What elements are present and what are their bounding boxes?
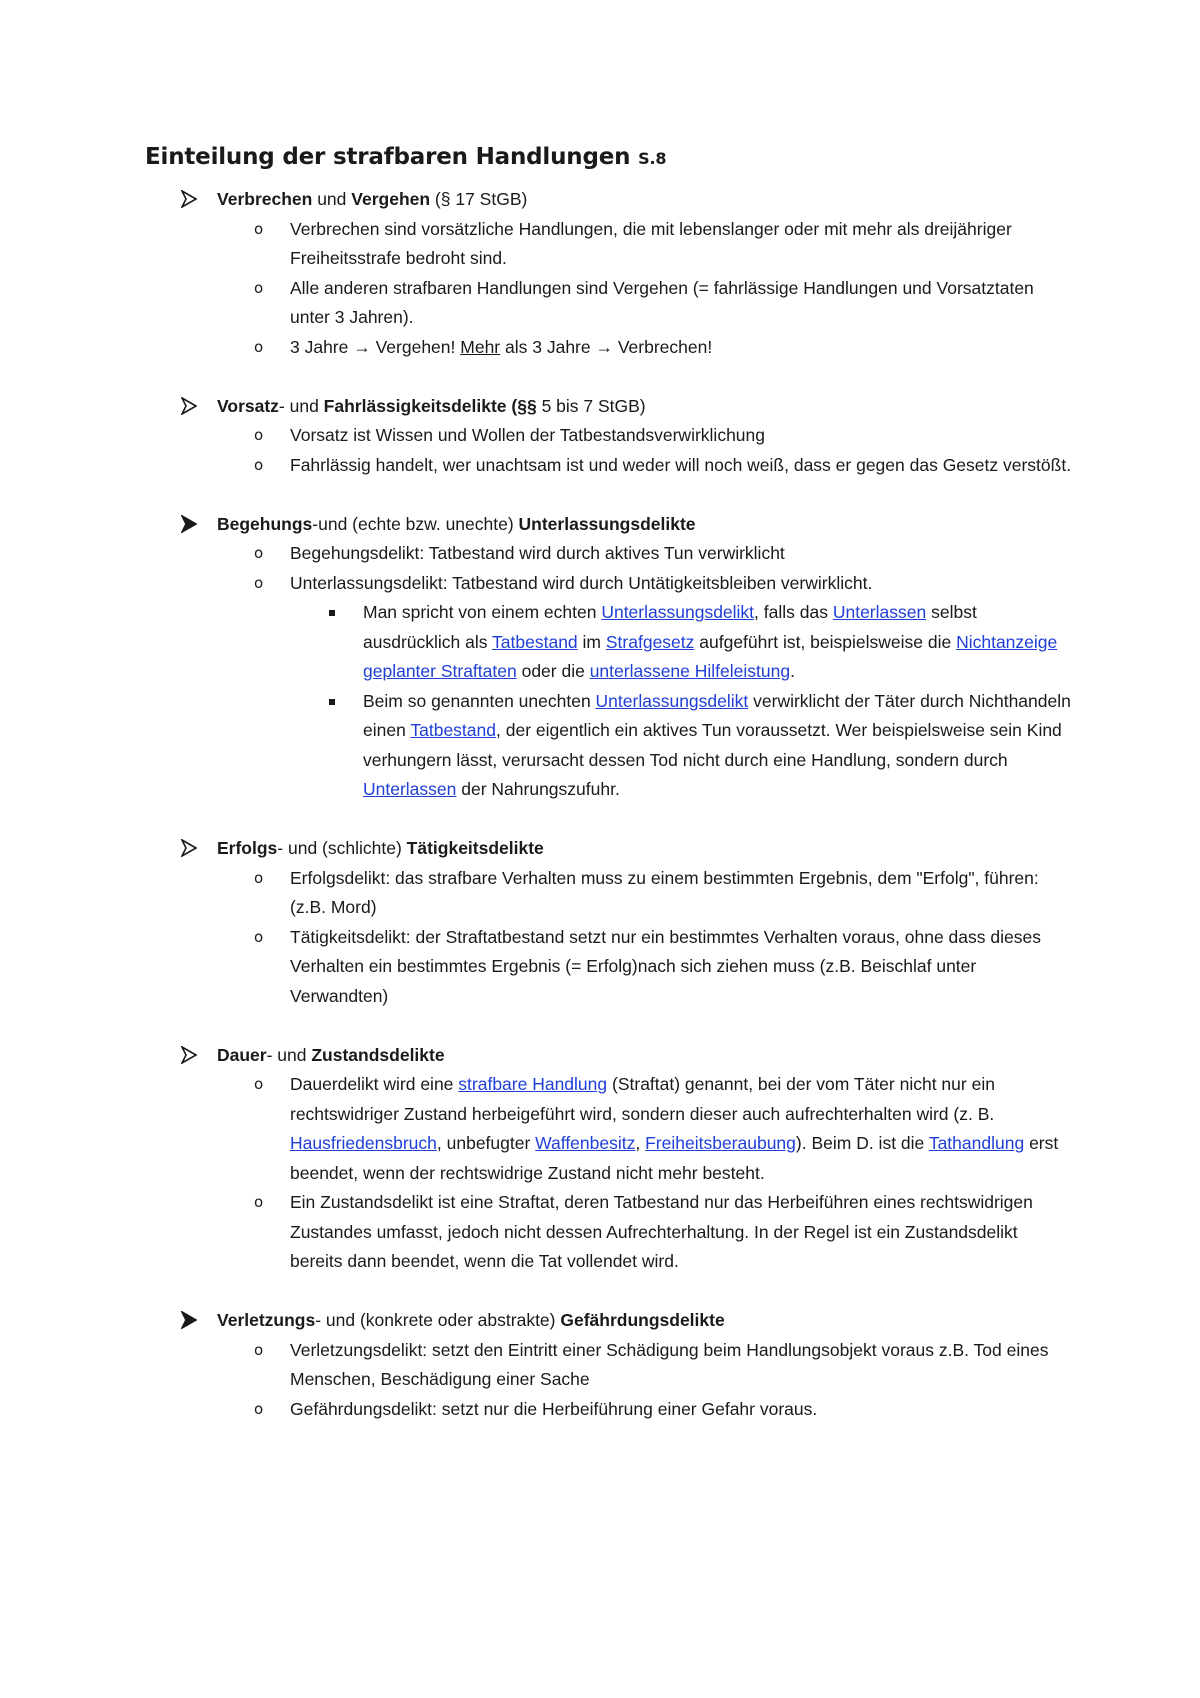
section-heading-erfolg: Erfolgs- und (schlichte) Tätigkeitsdelikte — [145, 834, 1075, 864]
right-arrow-icon: → — [595, 336, 613, 357]
list-item: o Verbrechen sind vorsätzliche Handlungen, die mit lebenslanger oder mit mehr als dreijähriger Freiheitsstrafe bedroht sind. — [254, 218, 1012, 268]
list-item: o Unterlassungsdelikt: Tatbestand wird durch Untätigkeitsbleiben verwirklicht. — [254, 572, 873, 593]
square-bullet-icon — [329, 699, 335, 705]
list-item: o Erfolgsdelikt: das strafbare Verhalten muss zu einem bestimmten Ergebnis, dem "Erfolg", führen: (z.B. Mord) — [254, 867, 1039, 917]
link-waffenbesitz[interactable]: Waffenbesitz — [535, 1133, 636, 1153]
arrowhead-bullet-icon — [181, 1046, 197, 1064]
link-strafbare-handlung[interactable]: strafbare Handlung — [458, 1074, 608, 1094]
link-unterlassen[interactable]: Unterlassen — [832, 602, 927, 622]
link-tatbestand[interactable]: Tatbestand — [410, 720, 496, 740]
list-item: o Gefährdungsdelikt: setzt nur die Herbeiführung einer Gefahr voraus. — [254, 1398, 818, 1419]
list-item: o Dauerdelikt wird eine strafbare Handlung (Straftat) genannt, bei der vom Täter nicht nur ein rechtswidriger Zustand herbeigeführt wird, sondern dieser auch aufrechterhalten wird (z. B. Hausfriedensbruch, unbefugter Waffenbesitz, Freiheitsberaubung). Beim D. ist die Tathandlung erst beendet, wenn der rechtswidrige Zustand nicht mehr besteht. — [254, 1074, 1059, 1183]
arrowhead-bullet-icon — [181, 397, 197, 415]
list-item: o Verletzungsdelikt: setzt den Eintritt einer Schädigung beim Handlungsobjekt voraus z.B. Tod eines Menschen, Beschädigung einer Sache — [254, 1339, 1049, 1389]
section-heading-dauer: Dauer- und Zustandsdelikte — [145, 1041, 1075, 1071]
link-unterlassen[interactable]: Unterlassen — [363, 779, 457, 799]
section-heading-vorsatz: Vorsatz- und Fahrlässigkeitsdelikte (§§ 5 bis 7 StGB) — [145, 392, 1075, 422]
square-bullet-icon — [329, 610, 335, 616]
link-hausfriedensbruch[interactable]: Hausfriedensbruch — [290, 1133, 437, 1153]
sub-list-item: Beim so genannten unechten Unterlassungsdelikt verwirklicht der Täter durch Nichthandeln einen Tatbestand, der eigentlich ein aktives Tun voraussetzt. Wer beispielsweise sein Kind verhungern lässt, verursacht dessen Tod nicht durch eine Handlung, sondern durch Unterlassen der Nahrungszufuhr. — [145, 687, 1075, 805]
list-item: o Alle anderen strafbaren Handlungen sind Vergehen (= fahrlässige Handlungen und Vorsatztaten unter 3 Jahren). — [254, 277, 1034, 327]
link-tathandlung[interactable]: Tathandlung — [928, 1133, 1025, 1153]
page-reference: S.8 — [638, 149, 667, 168]
link-strafgesetz[interactable]: Strafgesetz — [605, 631, 695, 652]
link-tatbestand[interactable]: Tatbestand — [492, 631, 578, 652]
arrowhead-bullet-icon — [181, 515, 197, 533]
arrowhead-bullet-icon — [181, 1311, 197, 1329]
arrowhead-bullet-icon — [181, 190, 197, 208]
document-body — [145, 144, 1075, 1424]
link-freiheitsberaubung[interactable]: Freiheitsberaubung — [645, 1133, 796, 1153]
section-heading-verletzung: Verletzungs- und (konkrete oder abstrakte) Gefährdungsdelikte — [145, 1306, 1075, 1336]
link-unterlassungsdelikt[interactable]: Unterlassungsdelikt — [595, 690, 749, 711]
section-heading-begehung: Begehungs-und (echte bzw. unechte) Unterlassungsdelikte — [145, 510, 1075, 540]
arrowhead-bullet-icon — [181, 839, 197, 857]
section-heading-verbrechen: Verbrechen und Vergehen (§ 17 StGB) — [145, 185, 1075, 215]
right-arrow-icon: → — [353, 336, 371, 357]
list-item: o 3 Jahre → Vergehen! Mehr als 3 Jahre → Verbrechen! — [254, 336, 713, 357]
list-item: o Begehungsdelikt: Tatbestand wird durch aktives Tun verwirklicht — [254, 543, 785, 563]
sub-list-item: Man spricht von einem echten Unterlassungsdelikt, falls das Unterlassen selbst ausdrücklich als Tatbestand im Strafgesetz aufgeführt ist, beispielsweise die Nichtanzeige geplanter Straftaten oder die unterlassene Hilfeleistung. — [145, 598, 1075, 687]
link-unterlassene-hilfeleistung[interactable]: unterlassene Hilfeleistung — [589, 661, 791, 681]
list-item: o Tätigkeitsdelikt: der Straftatbestand setzt nur ein bestimmtes Verhalten voraus, ohne dass dieses Verhalten ein bestimmtes Ergebnis (= Erfolg)nach sich ziehen muss (z.B. Beischlaf unter Verwandten) — [254, 926, 1041, 1006]
page-title: Einteilung der strafbaren Handlungen S.8 — [145, 144, 667, 170]
list-item: o Vorsatz ist Wissen und Wollen der Tatbestandsverwirklichung — [254, 425, 765, 445]
link-unterlassungsdelikt[interactable]: Unterlassungsdelikt — [601, 602, 755, 622]
list-item: o Fahrlässig handelt, wer unachtsam ist und weder will noch weiß, dass er gegen das Gesetz verstößt. — [254, 454, 1072, 475]
link-nichtanzeige[interactable]: Nichtanzeige geplanter Straftaten — [363, 631, 1058, 681]
list-item: o Ein Zustandsdelikt ist eine Straftat, deren Tatbestand nur das Herbeiführen eines rechtswidrigen Zustandes umfasst, jedoch nicht dessen Aufrechterhaltung. In der Regel ist ein Zustandsdelikt bereits dann beendet, wenn die Tat vollendet wird. — [254, 1192, 1033, 1271]
